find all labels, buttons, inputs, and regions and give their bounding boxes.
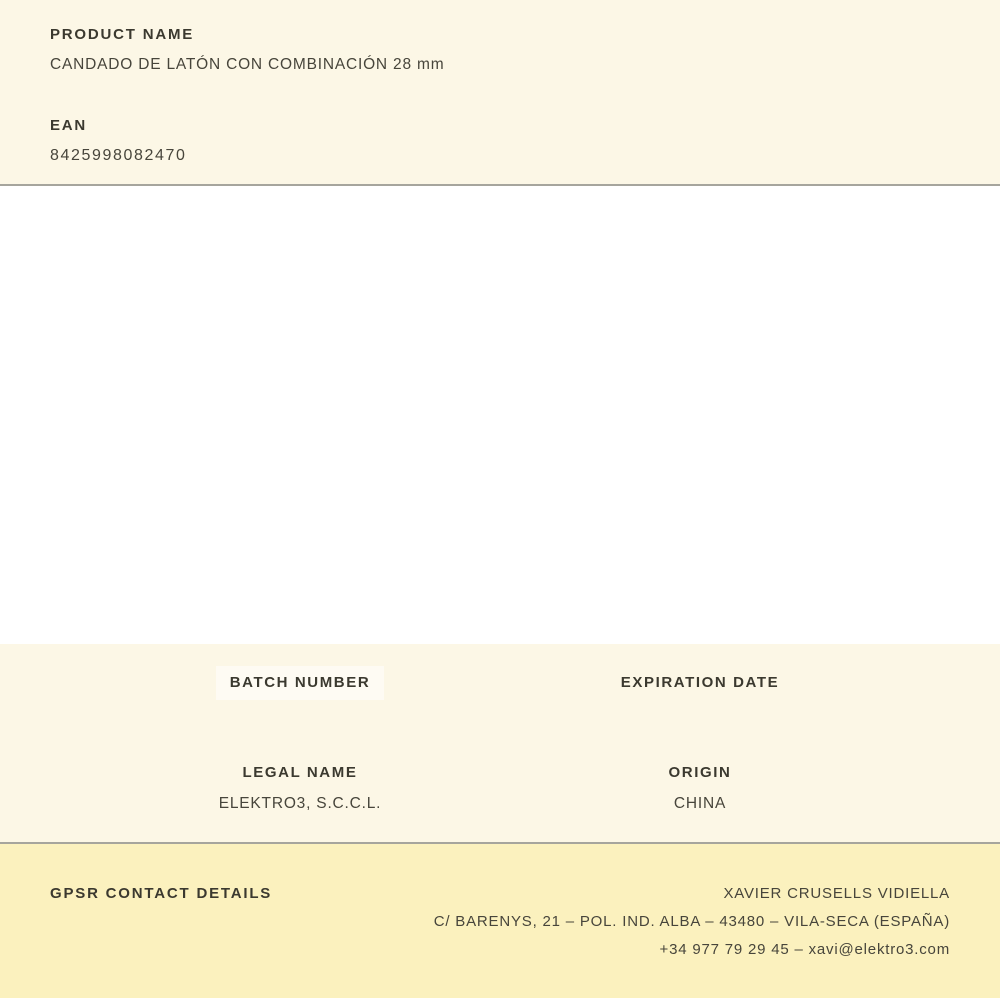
legal-name-value: ELEKTRO3, S.C.C.L. [218,795,382,812]
gpsr-contact-info [434,880,950,964]
product-name-value: CANDADO DE LATÓN CON COMBINACIÓN 28 mm [50,56,445,73]
blank-image-area [0,186,1000,644]
origin-field [500,763,900,816]
product-header-section [0,0,1000,186]
origin-label: ORIGIN [668,764,732,781]
contact-person-line: XAVIER CRUSELLS VIDIELLA [723,885,950,902]
legal-name-label: LEGAL NAME [242,764,358,781]
origin-value: CHINA [673,795,727,812]
details-section [0,644,1000,844]
gpsr-contact-section [0,844,1000,998]
expiration-date-value [500,693,900,717]
ean-value: 8425998082470 [50,147,187,164]
contact-phone-email-line: +34 977 79 29 45 – xavi@elektro3.com [659,941,950,958]
gpsr-contact-label: GPSR CONTACT DETAILS [50,885,273,902]
batch-number-label-text: BATCH NUMBER [216,666,385,700]
legal-name-field [100,763,500,816]
ean-field [50,117,950,165]
expiration-date-label: EXPIRATION DATE [620,674,780,691]
ean-label: EAN [50,117,88,134]
expiration-date-field [500,673,900,717]
details-grid [100,644,900,816]
product-name-label: PRODUCT NAME [50,26,195,43]
batch-number-field [100,673,500,717]
contact-address-line: C/ BARENYS, 21 – POL. IND. ALBA – 43480 – VILA-SECA (ESPAÑA) [433,913,950,930]
batch-number-label [100,673,500,693]
